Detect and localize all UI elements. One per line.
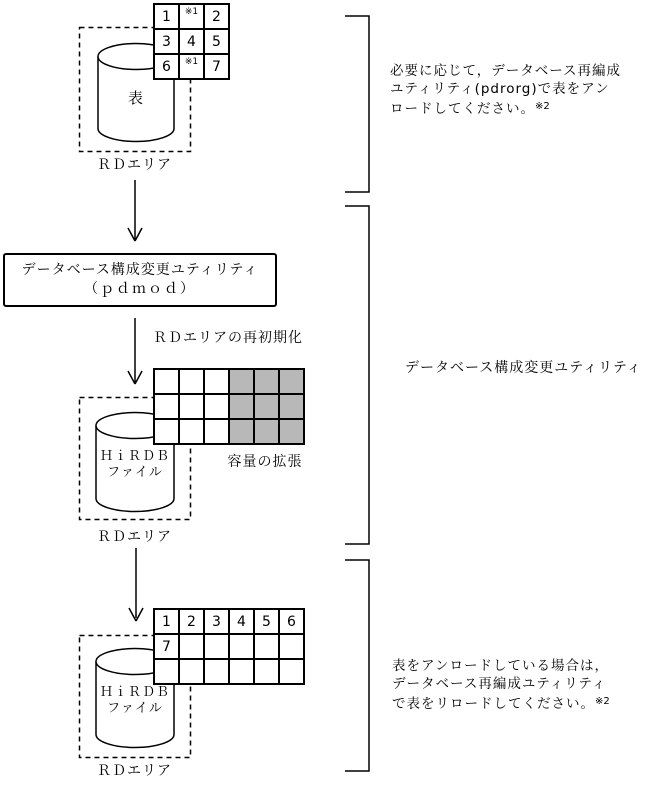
grid-cell: 5 bbox=[255, 610, 278, 633]
grid-cell bbox=[255, 370, 278, 393]
annotation-top bbox=[390, 62, 621, 118]
grid-cell: 3 bbox=[205, 610, 228, 633]
grid-cell bbox=[205, 395, 228, 418]
grid-cell bbox=[230, 395, 253, 418]
grid-cell bbox=[230, 370, 253, 393]
grid-cell bbox=[205, 635, 228, 658]
grid-cell bbox=[205, 370, 228, 393]
table-pages-grid-bottom bbox=[153, 608, 305, 685]
footnote-ref-2b: ※2 bbox=[595, 696, 610, 707]
grid-cell bbox=[155, 395, 178, 418]
hirdb-file-label-bottom-line1: ＨｉＲＤＢ bbox=[99, 685, 170, 700]
grid-cell: 5 bbox=[205, 30, 228, 53]
annotation-top-line1: 必要に応じて，データベース再編成 bbox=[390, 63, 622, 79]
grid-cell: 7 bbox=[155, 635, 178, 658]
grid-cell bbox=[255, 635, 278, 658]
hirdb-file-label-middle-line1: ＨｉＲＤＢ bbox=[99, 449, 170, 464]
pdmod-utility-box-line2: （ｐｄｍｏｄ） bbox=[84, 281, 196, 297]
grid-cell bbox=[180, 395, 203, 418]
annotation-bottom bbox=[392, 657, 610, 713]
flow-arrow-2 bbox=[128, 318, 142, 384]
hirdb-file-label-bottom-line2: ファイル bbox=[107, 701, 163, 716]
rd-area-label-middle: ＲＤエリア bbox=[97, 529, 172, 545]
grid-cell: 2 bbox=[205, 5, 228, 28]
annotation-bottom-line3: で表をリロードしてください。$^{※2}$ bbox=[392, 696, 610, 712]
grid-cell bbox=[180, 635, 203, 658]
section-bracket-middle bbox=[345, 206, 369, 544]
grid-cell: 3 bbox=[155, 30, 178, 53]
pdmod-utility-box bbox=[3, 253, 277, 307]
hirdb-file-label-bottom bbox=[95, 685, 175, 717]
grid-cell bbox=[180, 370, 203, 393]
grid-cell: 1 bbox=[155, 5, 178, 28]
grid-cell: 7 bbox=[205, 55, 228, 78]
grid-cell: ※1 bbox=[180, 5, 203, 28]
grid-cell bbox=[180, 660, 203, 683]
rd-area-label-top: ＲＤエリア bbox=[97, 157, 172, 173]
grid-cell bbox=[205, 420, 228, 443]
grid-cell: 4 bbox=[180, 30, 203, 53]
table-pages-grid-top bbox=[153, 3, 230, 80]
grid-cell bbox=[255, 420, 278, 443]
grid-cell bbox=[205, 660, 228, 683]
reinitialize-label: ＲＤエリアの再初期化 bbox=[153, 330, 303, 346]
grid-cell bbox=[280, 395, 303, 418]
rd-area-label-bottom: ＲＤエリア bbox=[97, 763, 172, 779]
hirdb-file-label-middle-line2: ファイル bbox=[107, 465, 163, 480]
grid-cell: 6 bbox=[155, 55, 178, 78]
annotation-bottom-line2: データベース再編成ユティリティ bbox=[392, 676, 607, 692]
table-cylinder-label: 表 bbox=[127, 89, 144, 107]
grid-cell bbox=[230, 635, 253, 658]
hirdb-file-label-middle bbox=[95, 449, 175, 481]
section-bracket-top bbox=[345, 16, 369, 192]
grid-cell bbox=[255, 660, 278, 683]
grid-cell bbox=[280, 370, 303, 393]
capacity-expansion-label: 容量の拡張 bbox=[227, 454, 303, 470]
grid-cell: ※1 bbox=[180, 55, 203, 78]
section-bracket-bottom bbox=[345, 560, 369, 771]
grid-cell bbox=[155, 370, 178, 393]
grid-cell bbox=[180, 420, 203, 443]
grid-cell bbox=[230, 420, 253, 443]
grid-cell bbox=[255, 395, 278, 418]
flow-arrow-1 bbox=[128, 180, 142, 241]
pdmod-utility-box-line1: データベース構成変更ユティリティ bbox=[21, 262, 259, 278]
annotation-middle: データベース構成変更ユティリティ bbox=[405, 360, 642, 376]
annotation-top-line2: ユティリティ(pdrorg)で表をアン bbox=[390, 81, 610, 97]
footnote-ref-2: ※2 bbox=[535, 101, 550, 112]
flow-arrow-3 bbox=[129, 548, 143, 621]
annotation-top-line3: ロードしてください。$^{※2}$ bbox=[390, 101, 550, 117]
grid-cell bbox=[155, 660, 178, 683]
grid-cell: 2 bbox=[180, 610, 203, 633]
grid-cell bbox=[280, 420, 303, 443]
grid-cell: 1 bbox=[155, 610, 178, 633]
grid-cell bbox=[155, 420, 178, 443]
grid-cell: 4 bbox=[230, 610, 253, 633]
annotation-bottom-line1: 表をアンロードしている場合は， bbox=[392, 658, 609, 674]
grid-cell bbox=[230, 660, 253, 683]
capacity-grid-middle bbox=[153, 368, 305, 445]
grid-cell bbox=[280, 635, 303, 658]
grid-cell bbox=[280, 660, 303, 683]
grid-cell: 6 bbox=[280, 610, 303, 633]
